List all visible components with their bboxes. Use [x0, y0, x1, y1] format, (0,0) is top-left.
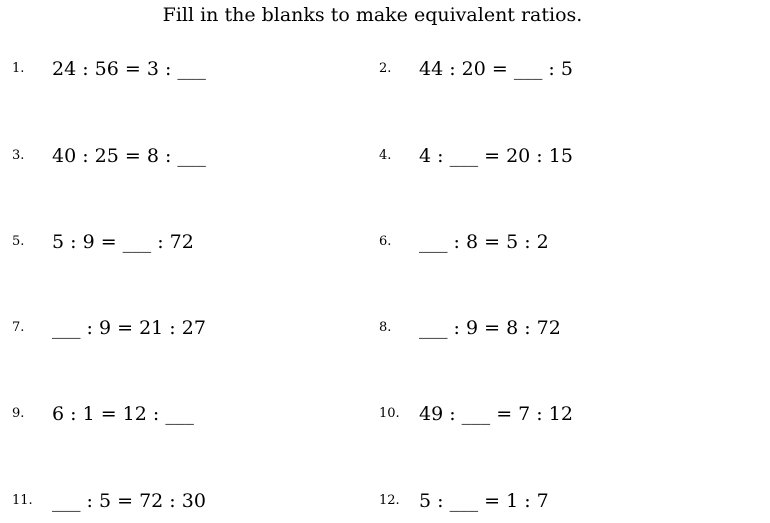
- problem-expression: 5 : ___ = 1 : 7: [419, 490, 549, 512]
- problem-number: 2.: [379, 61, 392, 76]
- problem-expression: ___ : 8 = 5 : 2: [419, 231, 549, 253]
- problem-number: 1.: [12, 61, 25, 76]
- problem-expression: ___ : 9 = 8 : 72: [419, 317, 561, 339]
- problem-number: 12.: [379, 493, 400, 508]
- problem-number: 9.: [12, 406, 25, 421]
- problem-expression: 24 : 56 = 3 : ___: [52, 58, 206, 80]
- problem-number: 7.: [12, 320, 25, 335]
- problem-number: 11.: [12, 493, 33, 508]
- problem-number: 3.: [12, 148, 25, 163]
- problem-number: 6.: [379, 234, 392, 249]
- problem-number: 8.: [379, 320, 392, 335]
- problem-expression: 44 : 20 = ___ : 5: [419, 58, 573, 80]
- problem-number: 10.: [379, 406, 400, 421]
- problem-expression: 5 : 9 = ___ : 72: [52, 231, 194, 253]
- worksheet-title: Fill in the blanks to make equivalent ratios.: [162, 4, 583, 26]
- problem-number: 4.: [379, 148, 392, 163]
- problem-expression: ___ : 9 = 21 : 27: [52, 317, 206, 339]
- problem-expression: 4 : ___ = 20 : 15: [419, 145, 573, 167]
- problem-expression: ___ : 5 = 72 : 30: [52, 490, 206, 512]
- problem-expression: 49 : ___ = 7 : 12: [419, 403, 573, 425]
- problem-number: 5.: [12, 234, 25, 249]
- problem-expression: 40 : 25 = 8 : ___: [52, 145, 206, 167]
- problem-expression: 6 : 1 = 12 : ___: [52, 403, 194, 425]
